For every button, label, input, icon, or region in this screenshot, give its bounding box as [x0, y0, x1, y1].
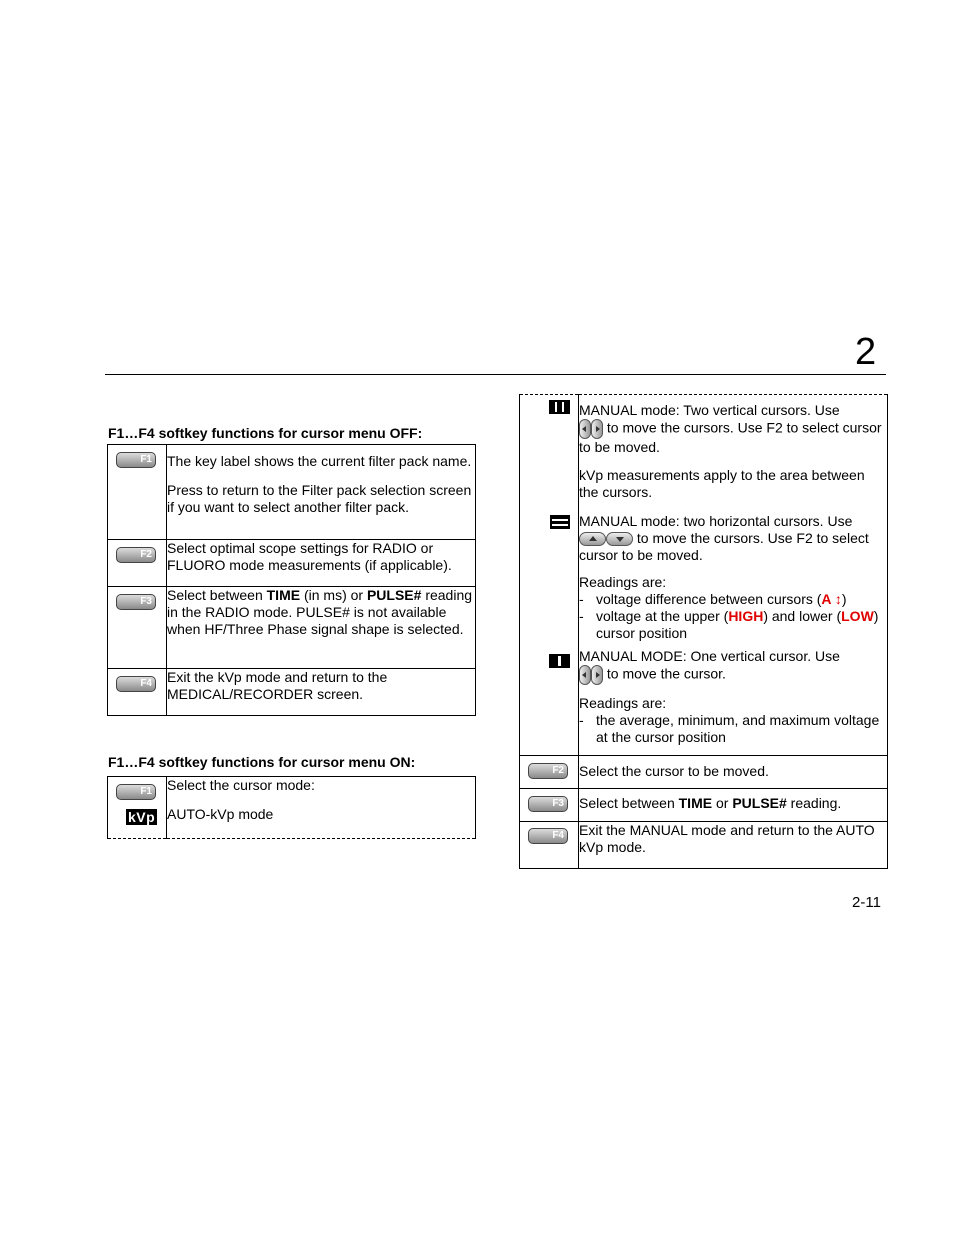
f3-key-icon: F3	[528, 796, 568, 812]
table-row	[520, 822, 888, 869]
row-text: Select the cursor to be moved.	[579, 756, 888, 789]
table-row	[108, 669, 476, 716]
f1-key-icon: F1	[116, 784, 156, 800]
row-text: Select the cursor mode:	[167, 777, 315, 793]
f4-key-icon: F4	[528, 828, 568, 844]
list-item: - the average, minimum, and maximum voltage at the cursor position	[579, 712, 880, 745]
f4-key-icon: F4	[116, 676, 156, 692]
row-text: Press to return to the Filter pack selection screen if you want to select another filter pack.	[167, 482, 472, 515]
row-text: Select optimal scope settings for RADIO or FLUORO mode measurements (if applicable).	[167, 540, 476, 587]
manual-one-vertical-desc: MANUAL MODE: One vertical cursor. Use to move the cursor.	[579, 648, 887, 685]
kvp-area-note: kVp measurements apply to the area between the cursors.	[579, 467, 865, 500]
page-number: 2-11	[852, 894, 881, 911]
list-item: - voltage at the upper (HIGH) and lower (LOW) cursor position	[579, 608, 879, 641]
section-on-heading: F1…F4 softkey functions for cursor menu ON:	[108, 754, 416, 770]
row-text: AUTO-kVp mode	[167, 806, 274, 822]
left-arrow-key-icon	[579, 665, 591, 685]
chapter-number: 2	[855, 331, 877, 373]
kvp-label-icon: kVp	[128, 809, 156, 825]
left-arrow-key-icon	[579, 419, 591, 439]
cursor-off-table	[107, 444, 476, 716]
f2-key-icon: F2	[116, 547, 156, 563]
row-text: The key label shows the current filter pack name.	[167, 453, 472, 469]
table-row	[108, 445, 476, 540]
header-rule	[105, 374, 886, 375]
manual-mode-table	[519, 394, 888, 869]
f3-key-icon: F3	[116, 594, 156, 610]
table-row	[108, 540, 476, 587]
section-off-heading: F1…F4 softkey functions for cursor menu OFF:	[108, 425, 423, 441]
two-vertical-cursors-icon	[549, 400, 570, 414]
list-item: - voltage difference between cursors (A ↕)	[579, 591, 847, 607]
table-row	[520, 395, 888, 756]
row-text: Exit the kVp mode and return to the MEDICAL/RECORDER screen.	[167, 669, 476, 716]
table-row	[108, 777, 476, 839]
table-row	[520, 756, 888, 789]
row-text: Exit the MANUAL mode and return to the AUTO kVp mode.	[579, 822, 888, 869]
two-horizontal-cursors-icon	[550, 515, 570, 529]
row-text: Select between TIME (in ms) or PULSE# reading in the RADIO mode. PULSE# is not available when HF/Three Phase signal shape is selected.	[167, 587, 476, 669]
manual-two-vertical-desc: MANUAL mode: Two vertical cursors. Use to move the cursors. Use F2 to select cursor to be moved.	[579, 402, 882, 455]
manual-two-horizontal-desc: MANUAL mode: two horizontal cursors. Use to move the cursors. Use F2 to select cursor to be moved.	[579, 513, 869, 563]
right-arrow-key-icon	[591, 665, 603, 685]
cursor-on-table	[107, 776, 476, 839]
row-text: Select between TIME or PULSE# reading.	[579, 789, 888, 822]
readings-label: Readings are:	[579, 695, 667, 711]
right-arrow-key-icon	[591, 419, 603, 439]
one-vertical-cursor-icon	[549, 654, 570, 668]
table-row	[520, 789, 888, 822]
f1-key-icon: F1	[116, 452, 156, 468]
table-row	[108, 587, 476, 669]
up-arrow-key-icon	[579, 532, 606, 546]
f2-key-icon: F2	[528, 763, 568, 779]
down-arrow-key-icon	[606, 532, 633, 546]
readings-label: Readings are:	[579, 574, 667, 590]
